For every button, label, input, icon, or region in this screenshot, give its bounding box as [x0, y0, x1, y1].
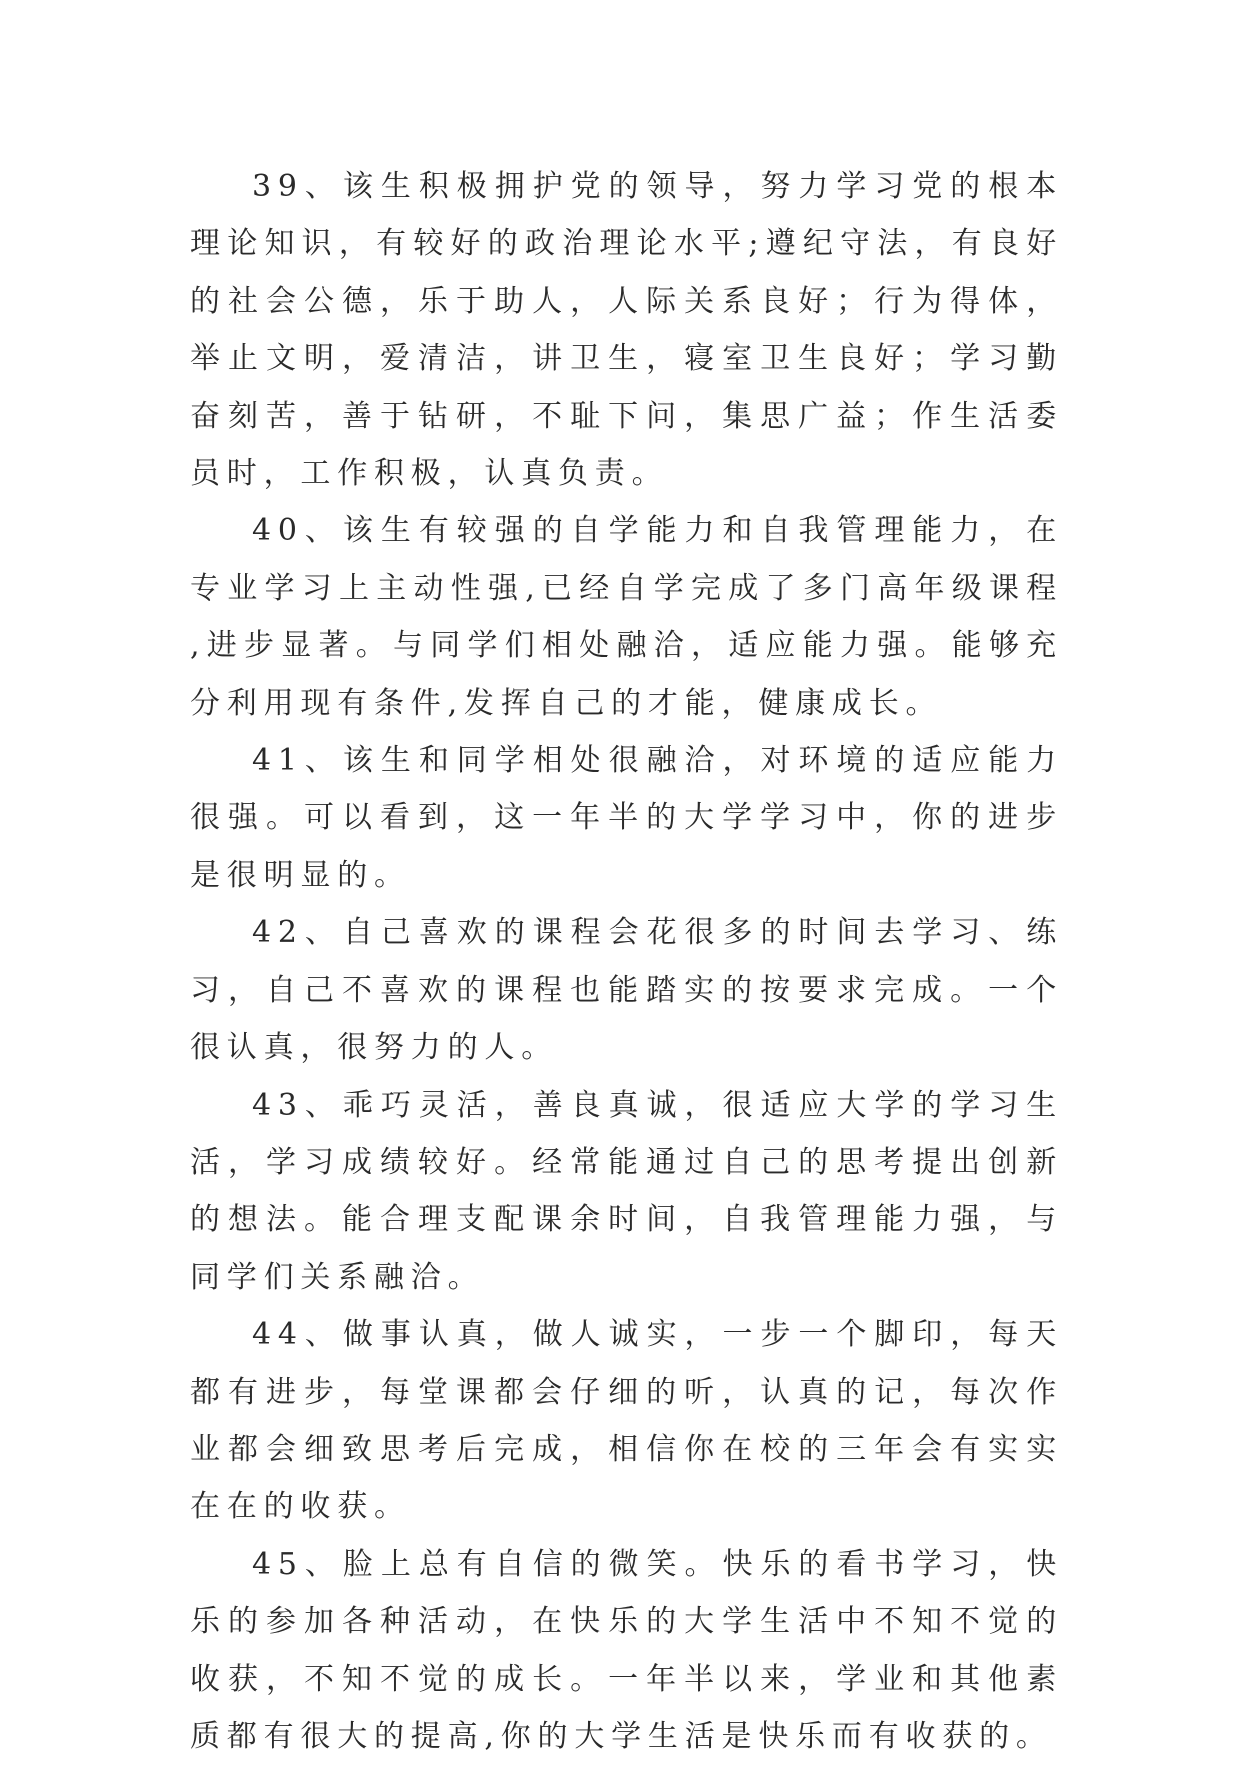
paragraph-40: 40、该生有较强的自学能力和自我管理能力，在专业学习上主动性强,已经自学完成了多门高年级课程,进步显著。与同学们相处融洽，适应能力强。能够充分利用现有条件,发挥自己的才能，健康成长。	[190, 513, 1063, 721]
paragraph-44: 44、做事认真，做人诚实，一步一个脚印，每天都有进步，每堂课都会仔细的听，认真的记，每次作业都会细致思考后完成，相信你在校的三年会有实实在在的收获。	[190, 1317, 1063, 1525]
paragraph-41: 41、该生和同学相处很融洽，对环境的适应能力很强。可以看到，这一年半的大学学习中，你的进步是很明显的。	[190, 743, 1063, 893]
paragraph-42: 42、自己喜欢的课程会花很多的时间去学习、练习，自己不喜欢的课程也能踏实的按要求完成。一个很认真，很努力的人。	[190, 915, 1063, 1066]
document-body	[190, 158, 1063, 1765]
paragraph-45: 45、脸上总有自信的微笑。快乐的看书学习，快乐的参加各种活动，在快乐的大学生活中不知不觉的收获，不知不觉的成长。一年半以来，学业和其他素质都有很大的提高,你的大学生活是快乐而有收获的。	[190, 1546, 1063, 1754]
paragraph-39: 39、该生积极拥护党的领导，努力学习党的根本理论知识，有较好的政治理论水平;遵纪守法，有良好的社会公德，乐于助人，人际关系良好；行为得体，举止文明，爱清洁，讲卫生，寝室卫生良好；学习勤奋刻苦，善于钻研，不耻下问，集思广益；作生活委员时，工作积极，认真负责。	[190, 169, 1063, 492]
paragraph-43: 43、乖巧灵活，善良真诚，很适应大学的学习生活，学习成绩较好。经常能通过自己的思考提出创新的想法。能合理支配课余时间，自我管理能力强，与同学们关系融洽。	[190, 1087, 1063, 1295]
